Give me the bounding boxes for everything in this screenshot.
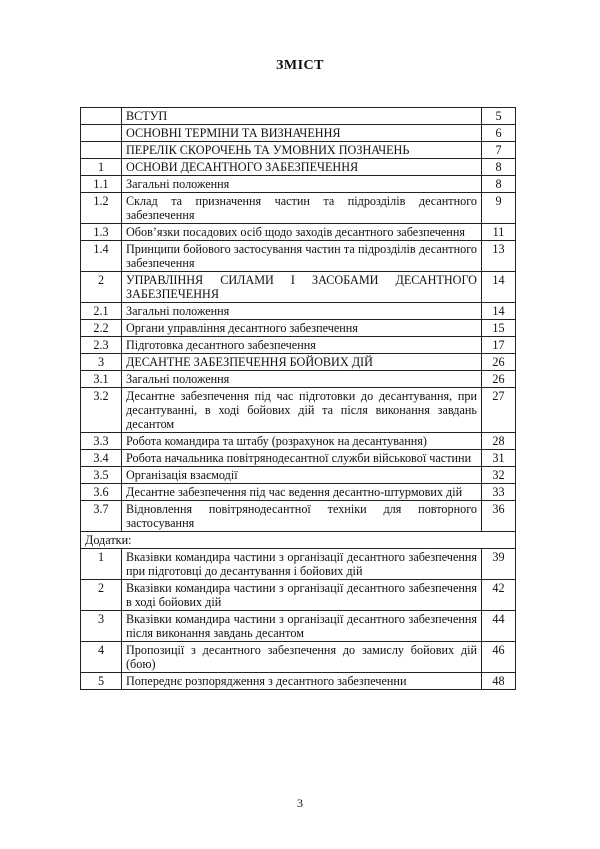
toc-page-number: 44 [482,611,516,642]
toc-row [81,549,516,580]
toc-row [81,580,516,611]
toc-section-number: 2.2 [81,320,122,337]
toc-row [81,501,516,532]
toc-appendix-header-row [81,532,516,549]
toc-section-number: 3.5 [81,467,122,484]
toc-section-title: Загальні положення [122,371,482,388]
toc-section-title: ОСНОВИ ДЕСАНТНОГО ЗАБЕЗПЕЧЕННЯ [122,159,482,176]
toc-page-number: 48 [482,673,516,690]
toc-page-number: 9 [482,193,516,224]
toc-section-title: Десантне забезпечення під час підготовки до десантування, при десантуванні, в ході бойових дій та після виконання завдань десантом [122,388,482,433]
toc-section-number: 2 [81,580,122,611]
toc-section-title: Попереднє розпорядження з десантного забезпеченни [122,673,482,690]
toc-section-title: Загальні положення [122,176,482,193]
toc-section-title: Вказівки командира частини з організації десантного забезпечення в ході бойових дій [122,580,482,611]
toc-section-title: Пропозиції з десантного забезпечення до замислу бойових дій (бою) [122,642,482,673]
toc-section-number [81,142,122,159]
toc-page-number: 36 [482,501,516,532]
toc-section-number: 2.3 [81,337,122,354]
toc-row [81,611,516,642]
toc-page-number: 6 [482,125,516,142]
toc-row [81,320,516,337]
page-number: 3 [297,796,303,810]
toc-page-number: 5 [482,108,516,125]
toc-page-number: 46 [482,642,516,673]
toc-section-title: УПРАВЛІННЯ СИЛАМИ І ЗАСОБАМИ ДЕСАНТНОГО ЗАБЕЗПЕЧЕННЯ [122,272,482,303]
toc-section-number: 3.7 [81,501,122,532]
appendix-label: Додатки: [81,532,516,549]
toc-row [81,241,516,272]
toc-section-number: 1 [81,159,122,176]
toc-page-number: 39 [482,549,516,580]
toc-row [81,337,516,354]
toc-section-title: Робота командира та штабу (розрахунок на десантування) [122,433,482,450]
toc-row [81,193,516,224]
toc-page-number: 26 [482,354,516,371]
toc-row [81,388,516,433]
toc-row [81,159,516,176]
toc-section-title: ОСНОВНІ ТЕРМІНИ ТА ВИЗНАЧЕННЯ [122,125,482,142]
toc-page-number: 13 [482,241,516,272]
toc-row [81,484,516,501]
toc-page-number: 31 [482,450,516,467]
toc-section-title: Організація взаємодії [122,467,482,484]
toc-section-title: Відновлення повітрянодесантної техніки для повторного застосування [122,501,482,532]
toc-page-number: 32 [482,467,516,484]
toc-row [81,433,516,450]
toc-page-number: 27 [482,388,516,433]
toc-section-title: Склад та призначення частин та підрозділів десантного забезпечення [122,193,482,224]
toc-section-number: 1.4 [81,241,122,272]
toc-section-title: Робота начальника повітрянодесантної служби військової частини [122,450,482,467]
toc-section-number: 3.1 [81,371,122,388]
toc-section-number: 3 [81,611,122,642]
toc-section-number: 1.1 [81,176,122,193]
toc-row [81,354,516,371]
toc-page-number: 14 [482,272,516,303]
table-of-contents [80,107,516,690]
toc-section-number [81,125,122,142]
toc-section-number: 4 [81,642,122,673]
toc-row [81,108,516,125]
toc-section-title: ВСТУП [122,108,482,125]
toc-section-number: 3 [81,354,122,371]
toc-row [81,467,516,484]
toc-section-title: Загальні положення [122,303,482,320]
toc-section-title: Вказівки командира частини з організації десантного забезпечення після виконання завдань десантом [122,611,482,642]
toc-section-number: 1.3 [81,224,122,241]
toc-page-number: 28 [482,433,516,450]
toc-section-number: 3.6 [81,484,122,501]
toc-row [81,303,516,320]
toc-section-number: 1.2 [81,193,122,224]
toc-page-number: 42 [482,580,516,611]
toc-row [81,125,516,142]
toc-page-number: 26 [482,371,516,388]
toc-section-title: Вказівки командира частини з організації десантного забезпечення при підготовці до десантування і бойових дій [122,549,482,580]
toc-section-title: Принципи бойового застосування частин та підрозділів десантного забезпечення [122,241,482,272]
toc-page-number: 7 [482,142,516,159]
toc-row [81,673,516,690]
toc-page-number: 17 [482,337,516,354]
toc-section-number: 3.3 [81,433,122,450]
toc-row [81,371,516,388]
toc-section-title: Підготовка десантного забезпечення [122,337,482,354]
toc-body [81,108,516,690]
toc-section-number: 1 [81,549,122,580]
toc-page-number: 11 [482,224,516,241]
toc-row [81,272,516,303]
toc-section-number: 5 [81,673,122,690]
toc-section-number: 3.4 [81,450,122,467]
toc-row [81,176,516,193]
toc-row [81,642,516,673]
toc-row [81,142,516,159]
toc-row [81,224,516,241]
toc-section-title: Органи управління десантного забезпечення [122,320,482,337]
toc-page-number: 33 [482,484,516,501]
toc-section-title: ДЕСАНТНЕ ЗАБЕЗПЕЧЕННЯ БОЙОВИХ ДІЙ [122,354,482,371]
toc-row [81,450,516,467]
toc-section-title: ПЕРЕЛІК СКОРОЧЕНЬ ТА УМОВНИХ ПОЗНАЧЕНЬ [122,142,482,159]
toc-page-number: 14 [482,303,516,320]
toc-page-number: 8 [482,176,516,193]
toc-section-number [81,108,122,125]
page-title: ЗМІСТ [276,58,324,73]
toc-section-title: Обов’язки посадових осіб щодо заходів десантного забезпечення [122,224,482,241]
toc-page-number: 15 [482,320,516,337]
toc-section-number: 3.2 [81,388,122,433]
toc-section-title: Десантне забезпечення під час ведення десантно-штурмових дій [122,484,482,501]
toc-page-number: 8 [482,159,516,176]
toc-section-number: 2 [81,272,122,303]
toc-section-number: 2.1 [81,303,122,320]
